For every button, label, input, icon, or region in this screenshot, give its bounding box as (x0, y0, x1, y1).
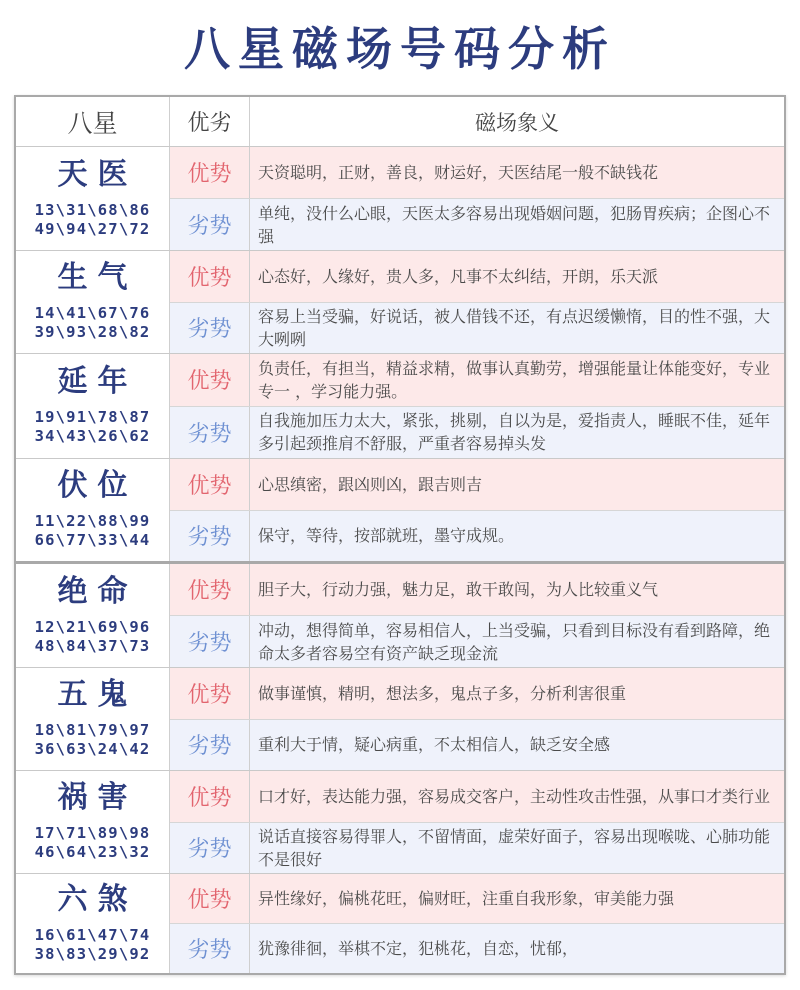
good-row (170, 771, 784, 822)
bad-tag: 劣势 (170, 924, 250, 973)
star-cell (16, 459, 170, 561)
star-block-tianyi (16, 147, 784, 251)
star-numbers (35, 618, 151, 656)
star-block-shengqi (16, 251, 784, 354)
star-block-huohai (16, 771, 784, 874)
bad-row (170, 822, 784, 874)
star-numbers (35, 304, 151, 342)
star-block-fuwei (16, 459, 784, 564)
star-block-liusha (16, 874, 784, 973)
good-tag: 优势 (170, 459, 250, 510)
good-description: 心态好，人缘好，贵人多，凡事不太纠结，开朗，乐天派 (258, 266, 659, 286)
good-row (170, 564, 784, 615)
good-description: 负责任，有担当，精益求精，做事认真勤劳，增强能量让体能变好，专业专一 ，学习能力强。 (258, 358, 771, 401)
bad-row (170, 615, 784, 667)
star-cell (16, 771, 170, 873)
header-type: 优劣 (170, 97, 250, 146)
star-cell (16, 874, 170, 973)
header-star: 八星 (16, 97, 170, 146)
bad-description: 容易上当受骗，好说话，被人借钱不还，有点迟缓懒惰，目的性不强，大大咧咧 (258, 306, 771, 349)
numbers-line-2: 49\94\27\72 (34, 219, 151, 238)
bad-description: 犹豫徘徊，举棋不定，犯桃花，自恋，忧郁， (258, 939, 579, 958)
table-header (16, 97, 784, 147)
numbers-line-1: 14\41\67\76 (34, 304, 151, 322)
numbers-line-2: 46\64\23\32 (34, 843, 151, 861)
good-row (170, 147, 784, 198)
bad-description: 冲动，想得简单，容易相信人，上当受骗，只看到目标没有看到路障，绝命太多者容易空有资产缺乏现金流 (258, 620, 771, 663)
bad-description: 单纯，没什么心眼，天医太多容易出现婚姻问题，犯肠胃疾病；企图心不强 (258, 203, 771, 246)
star-cell (16, 564, 170, 667)
star-block-yannian (16, 354, 784, 459)
star-cell (16, 668, 170, 770)
bad-tag: 劣势 (170, 303, 250, 354)
good-description: 心思缜密，跟凶则凶，跟吉则吉 (258, 474, 483, 494)
good-tag: 优势 (170, 251, 250, 302)
star-numbers (35, 512, 151, 550)
bad-tag: 劣势 (170, 616, 250, 667)
numbers-line-2: 66\77\33\44 (34, 531, 151, 549)
bad-tag: 劣势 (170, 199, 250, 250)
bad-description: 说话直接容易得罪人，不留情面，虚荣好面子，容易出现喉咙、心肺功能不是很好 (258, 826, 771, 869)
star-name: 祸害 (57, 780, 138, 815)
good-description: 做事谨慎，精明，想法多，鬼点子多，分析利害很重 (258, 683, 627, 703)
bad-row (170, 302, 784, 354)
star-name: 绝命 (57, 573, 138, 609)
bad-row (170, 198, 784, 250)
good-tag: 优势 (170, 668, 250, 719)
header-meaning: 磁场象义 (475, 110, 559, 135)
star-numbers (35, 408, 151, 446)
good-tag: 优势 (170, 771, 250, 822)
star-numbers (35, 926, 151, 964)
bad-row (170, 923, 784, 973)
star-numbers (35, 721, 151, 759)
numbers-line-2: 39\93\28\82 (34, 323, 151, 341)
numbers-line-2: 34\43\26\62 (34, 427, 151, 445)
star-name: 延年 (57, 364, 138, 399)
star-name: 伏位 (57, 468, 138, 503)
good-row (170, 874, 784, 923)
bad-description: 重利大于情，疑心病重，不太相信人，缺乏安全感 (258, 735, 611, 755)
star-cell (16, 147, 170, 250)
bad-row (170, 719, 784, 771)
good-row (170, 251, 784, 302)
numbers-line-1: 17\71\89\98 (34, 824, 151, 842)
numbers-line-1: 16\61\47\74 (34, 925, 151, 944)
numbers-line-1: 11\22\88\99 (34, 512, 151, 530)
page-title: 八星磁场号码分析 (184, 22, 616, 76)
star-name: 五鬼 (57, 677, 138, 712)
numbers-line-1: 12\21\69\96 (34, 617, 151, 636)
bad-tag: 劣势 (170, 511, 250, 562)
star-name: 天医 (57, 156, 138, 192)
bad-row (170, 510, 784, 562)
bad-tag: 劣势 (170, 823, 250, 874)
good-description: 天资聪明，正财，善良，财运好，天医结尾一般不缺钱花 (258, 163, 659, 182)
good-row (170, 459, 784, 510)
bad-tag: 劣势 (170, 407, 250, 459)
good-tag: 优势 (170, 564, 250, 615)
star-cell (16, 354, 170, 458)
star-cell (16, 251, 170, 353)
numbers-line-1: 19\91\78\87 (34, 408, 151, 426)
numbers-line-2: 38\83\29\92 (34, 944, 151, 963)
star-numbers (35, 201, 151, 239)
good-description: 异性缘好，偏桃花旺，偏财旺，注重自我形象，审美能力强 (258, 889, 675, 908)
good-row (170, 668, 784, 719)
bad-description: 保守，等待，按部就班，墨守成规。 (258, 526, 515, 546)
good-description: 口才好，表达能力强，容易成交客户，主动性攻击性强，从事口才类行业 (258, 786, 771, 806)
numbers-line-2: 48\84\37\73 (34, 636, 151, 655)
good-tag: 优势 (170, 354, 250, 406)
bad-row (170, 406, 784, 459)
numbers-line-2: 36\63\24\42 (34, 740, 151, 758)
bad-tag: 劣势 (170, 720, 250, 771)
good-tag: 优势 (170, 874, 250, 923)
analysis-table (14, 95, 786, 975)
good-row (170, 354, 784, 406)
star-name: 生气 (57, 260, 138, 295)
star-name: 六煞 (57, 881, 138, 917)
star-block-wugui (16, 668, 784, 771)
bad-description: 自我施加压力太大，紧张，挑剔，自以为是，爱指责人，睡眠不佳，延年多引起颈推肩不舒服，严重者容易掉头发 (258, 411, 771, 454)
star-block-jueming (16, 564, 784, 668)
good-description: 胆子大，行动力强，魅力足，敢干敢闯，为人比较重义气 (258, 580, 659, 599)
good-tag: 优势 (170, 147, 250, 198)
numbers-line-1: 18\81\79\97 (34, 721, 151, 739)
star-numbers (35, 824, 151, 862)
numbers-line-1: 13\31\68\86 (34, 200, 151, 219)
